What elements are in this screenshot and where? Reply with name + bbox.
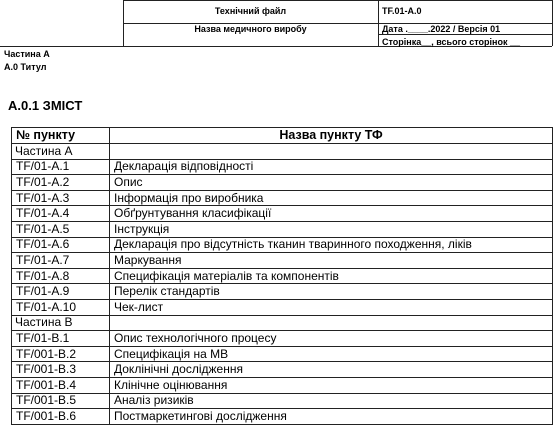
item-number: TF/01-A.8	[12, 268, 110, 284]
item-number: TF/01-A.1	[12, 159, 110, 175]
item-number: TF/001-B.4	[12, 377, 110, 393]
date-version: Дата .____.2022 / Версія 01	[382, 24, 501, 34]
item-name: Опис технологічного процесу	[110, 331, 553, 347]
item-number: TF/01-A.5	[12, 221, 110, 237]
table-header-row	[12, 128, 553, 144]
item-number: TF/001-B.2	[12, 346, 110, 362]
item-number: TF/01-A.4	[12, 206, 110, 222]
item-name: Інформація про виробника	[110, 190, 553, 206]
item-name: Аналіз ризиків	[110, 393, 553, 409]
sub-label: А.0 Титул	[4, 62, 47, 72]
table-row	[12, 190, 553, 206]
table-row	[12, 253, 553, 269]
table-part-row	[12, 315, 553, 331]
item-name: Специфікація на МВ	[110, 346, 553, 362]
table-part-row	[12, 144, 553, 160]
item-number: TF/001-B.6	[12, 409, 110, 425]
document-header	[0, 0, 552, 46]
item-number: TF/01-A.9	[12, 284, 110, 300]
table-row	[12, 346, 553, 362]
item-name: Декларація відповідності	[110, 159, 553, 175]
table-row	[12, 362, 553, 378]
table-row	[12, 284, 553, 300]
table-row	[12, 331, 553, 347]
item-number: TF/01-A.6	[12, 237, 110, 253]
table-row	[12, 159, 553, 175]
table-row	[12, 377, 553, 393]
doc-code: TF.01-A.0	[382, 6, 422, 16]
item-name: Декларація про відсутність тканин тваринного походження, ліків	[110, 237, 553, 253]
item-name: Специфікація матеріалів та компонентів	[110, 268, 553, 284]
item-name: Клінічне оцінювання	[110, 377, 553, 393]
table-row	[12, 206, 553, 222]
empty-cell	[110, 315, 553, 331]
item-name: Доклінічні дослідження	[110, 362, 553, 378]
contents-table	[11, 127, 553, 425]
table-row	[12, 409, 553, 425]
part-label: Частина А	[4, 49, 50, 59]
item-name: Постмаркетингові дослідження	[110, 409, 553, 425]
column-header-number: № пункту	[12, 128, 110, 144]
part-heading: Частина А	[12, 144, 110, 160]
item-number: TF/01-A.2	[12, 175, 110, 191]
item-number: TF/01-A.3	[12, 190, 110, 206]
table-row	[12, 237, 553, 253]
page-count: Сторінка__, всього сторінок __	[382, 37, 520, 47]
item-name: Опис	[110, 175, 553, 191]
column-header-name: Назва пункту ТФ	[110, 128, 553, 144]
item-number: TF/01-A.10	[12, 299, 110, 315]
item-name: Інструкція	[110, 221, 553, 237]
item-number: TF/001-B.5	[12, 393, 110, 409]
item-number: TF/01-A.7	[12, 253, 110, 269]
section-title: A.0.1 ЗМІСТ	[8, 98, 83, 113]
table-row	[12, 299, 553, 315]
table-row	[12, 268, 553, 284]
table-row	[12, 393, 553, 409]
item-number: TF/001-B.3	[12, 362, 110, 378]
item-number: TF/01-B.1	[12, 331, 110, 347]
item-name: Обґрунтування класифікації	[110, 206, 553, 222]
item-name: Перелік стандартів	[110, 284, 553, 300]
item-name: Маркування	[110, 253, 553, 269]
empty-cell	[110, 144, 553, 160]
table-row	[12, 175, 553, 191]
table-row	[12, 221, 553, 237]
part-heading: Частина В	[12, 315, 110, 331]
device-name-label: Назва медичного виробу	[194, 24, 307, 34]
item-name: Чек-лист	[110, 299, 553, 315]
tech-file-label: Технічний файл	[214, 6, 287, 16]
